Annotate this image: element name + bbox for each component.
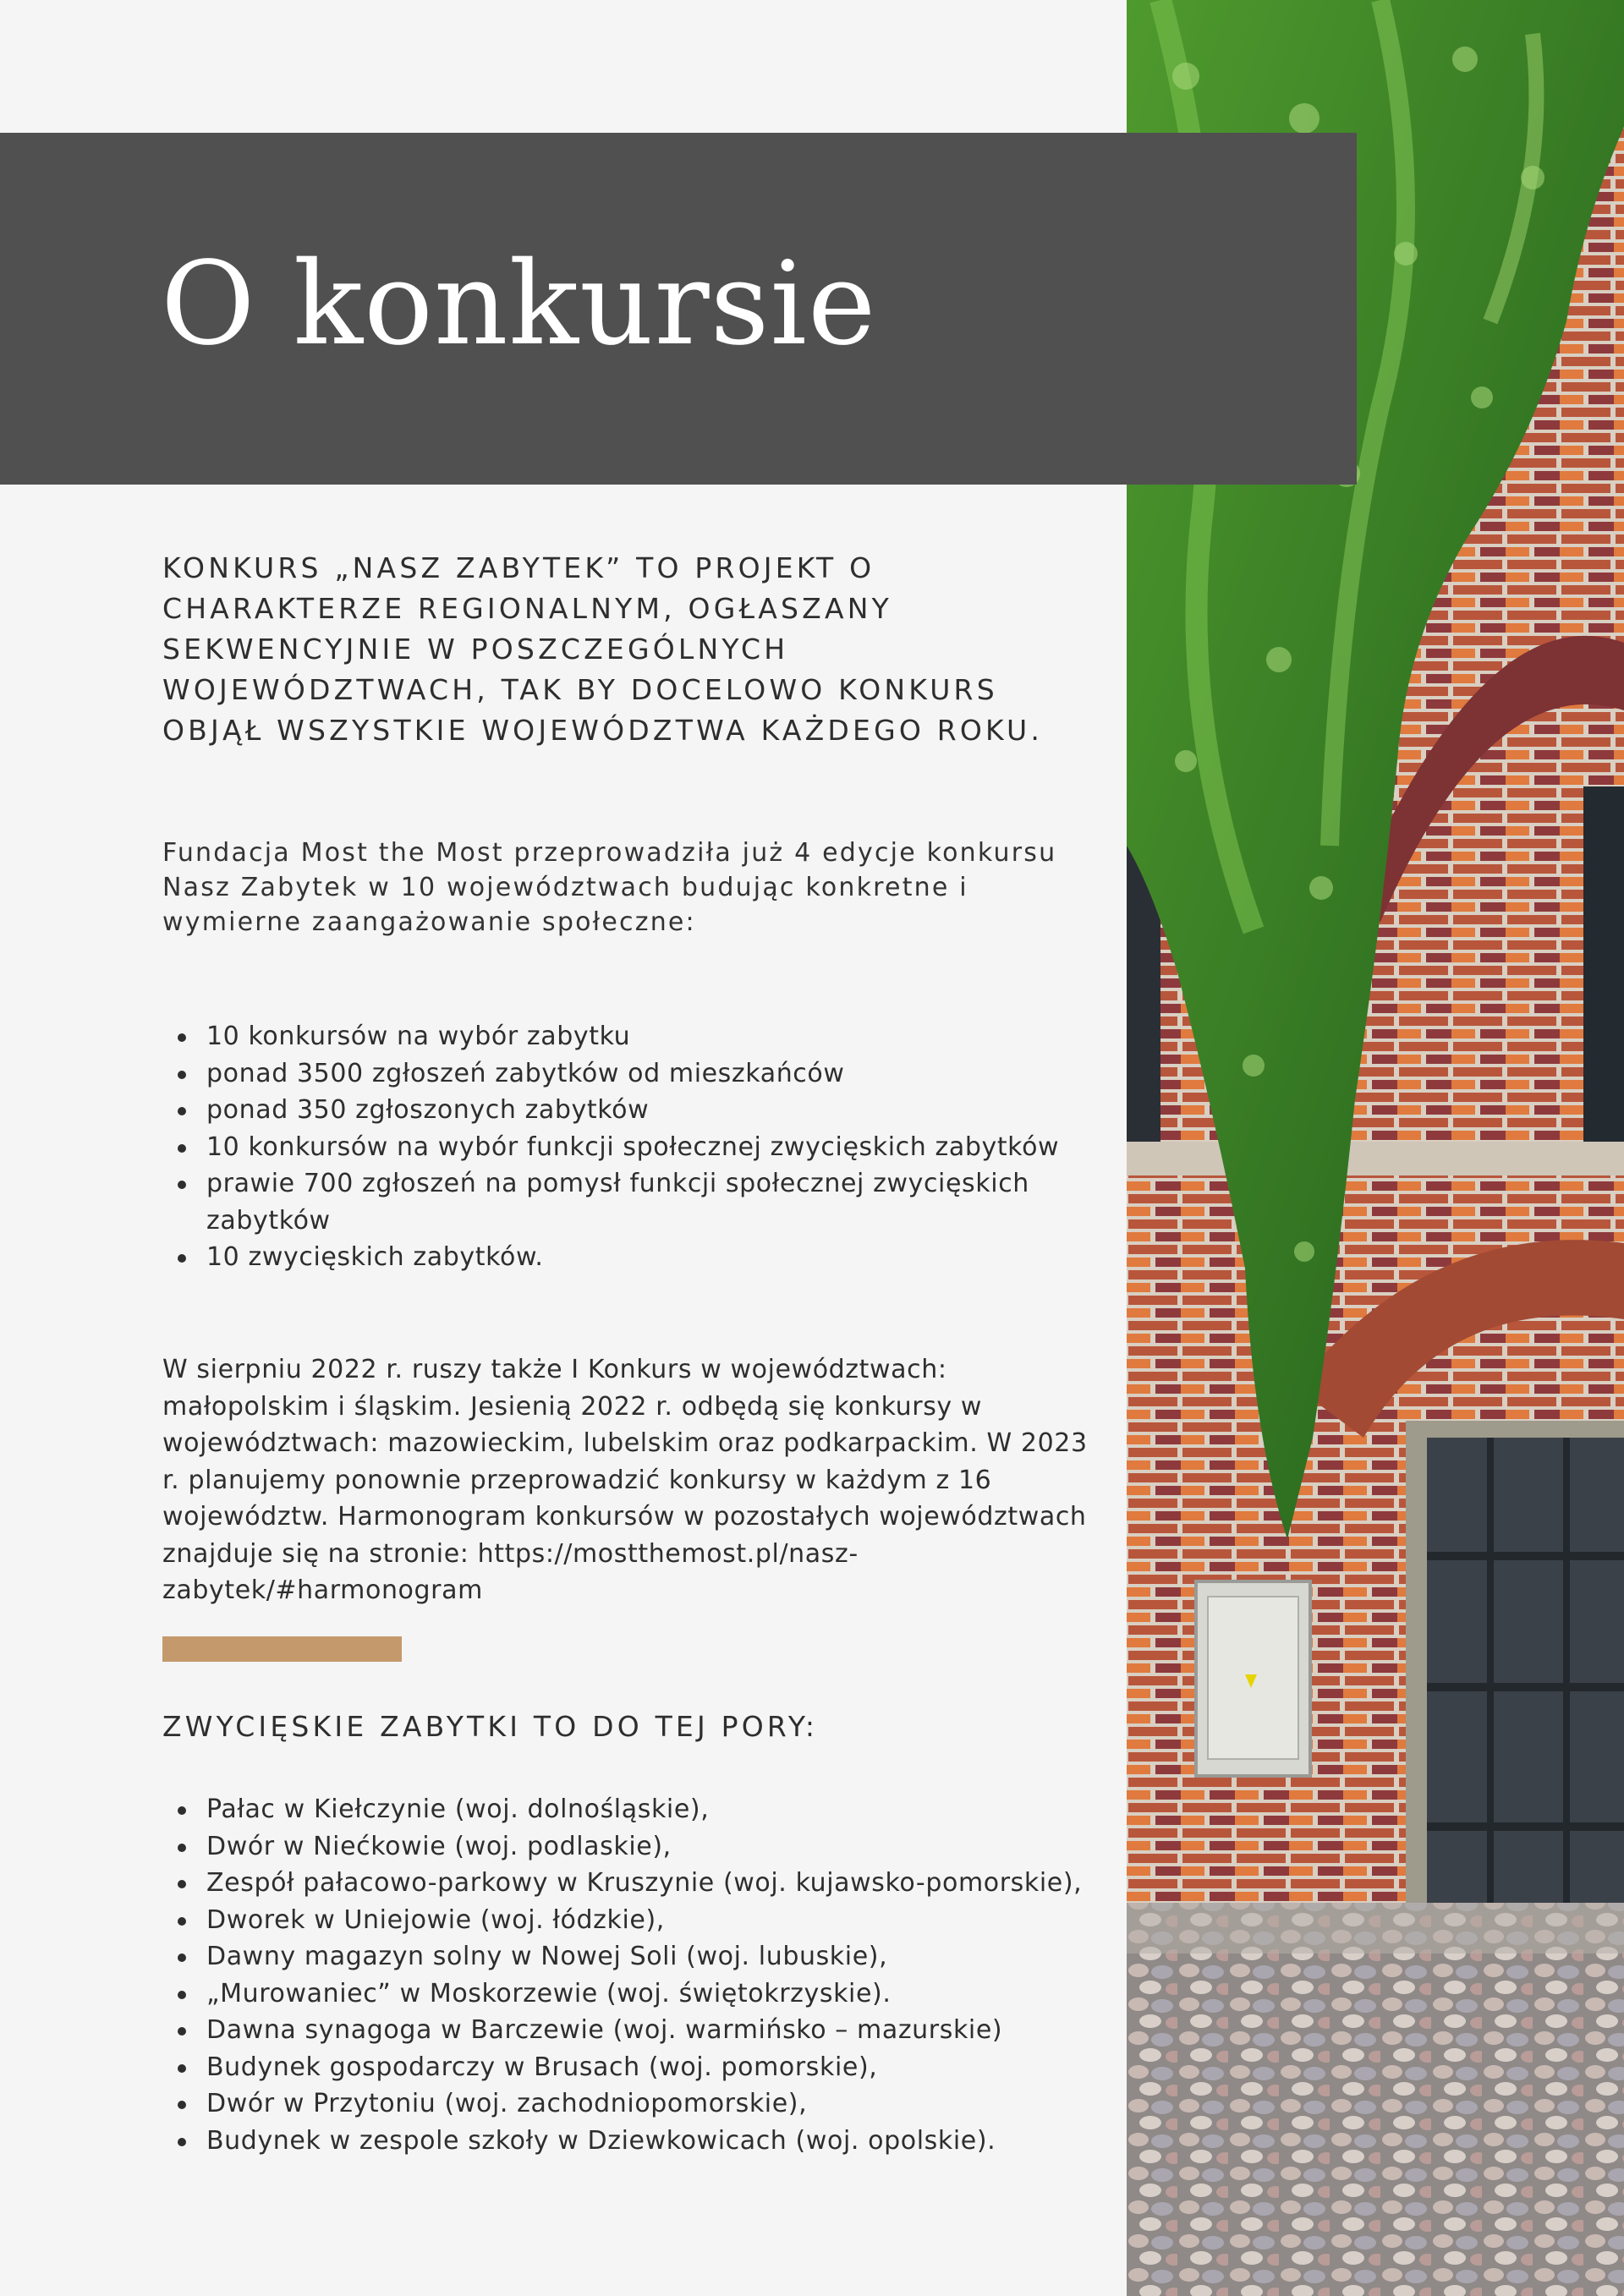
plan-paragraph: W sierpniu 2022 r. ruszy także I Konkurs w województwach: małopolskim i śląskim. Jesienią 2022 r. odbędą się konkursy w województwach: mazowieckim, lubelskim oraz podkarpackim. W 2023 r. planujemy ponownie przeprowadzić konkursy w każdym z 16 województw. Harmonogram konkursów w pozostałych województwach znajduje się na stronie: https://mostthemost.pl/nasz-zabytek/#harmonogram [162, 1355, 1088, 1605]
list-item: Pałac w Kiełczynie (woj. dolnośląskie), [206, 1791, 1154, 1828]
list-item: Dawny magazyn solny w Nowej Soli (woj. lubuskie), [206, 1938, 1154, 1975]
list-item: Dwór w Przytoniu (woj. zachodniopomorskie), [206, 2085, 1154, 2123]
list-item: „Murowaniec” w Moskorzewie (woj. świętokrzyskie). [206, 1975, 1154, 2013]
list-item: Dworek w Uniejowie (woj. łódzkie), [206, 1902, 1154, 1939]
lead-paragraph: KONKURS „NASZ ZABYTEK” TO PROJEKT O CHARAKTERZE REGIONALNYM, OGŁASZANY SEKWENCYJNIE W POSZCZEGÓLNYCH WOJEWÓDZTWACH, TAK BY DOCELOWO KONKURS OBJĄŁ WSZYSTKIE WOJEWÓDZTWA KAŻDEGO ROKU. [162, 551, 1044, 747]
list-item: Budynek gospodarczy w Brusach (woj. pomorskie), [206, 2049, 1154, 2086]
list-item: ponad 350 zgłoszonych zabytków [206, 1092, 1120, 1129]
page-title: O konkursie [161, 238, 877, 371]
list-item: 10 konkursów na wybór funkcji społecznej zwycięskich zabytków [206, 1129, 1120, 1166]
list-item: 10 zwycięskich zabytków. [206, 1239, 1120, 1276]
list-item: Budynek w zespole szkoły w Dziewkowicach (woj. opolskie). [206, 2123, 1154, 2160]
list-item: Zespół pałacowo-parkowy w Kruszynie (woj. kujawsko-pomorskie), [206, 1865, 1154, 1902]
list-item: ponad 3500 zgłoszeń zabytków od mieszkańców [206, 1055, 1120, 1093]
list-item: prawie 700 zgłoszeń na pomysł funkcji społecznej zwycięskich zabytków [206, 1165, 1120, 1239]
winners-heading: ZWYCIĘSKIE ZABYTKI TO DO TEJ PORY: [162, 1710, 819, 1743]
stats-list [162, 1018, 1120, 1276]
list-item: Dawna synagoga w Barczewie (woj. warmińsko – mazurskie) [206, 2012, 1154, 2049]
intro-paragraph: Fundacja Most the Most przeprowadziła już 4 edycje konkursu Nasz Zabytek w 10 województwach budując konkretne i wymierne zaangażowanie społeczne: [162, 838, 1057, 937]
accent-divider [162, 1636, 402, 1662]
list-item: 10 konkursów na wybór zabytku [206, 1018, 1120, 1055]
list-item: Dwór w Niećkowie (woj. podlaskie), [206, 1828, 1154, 1866]
winners-list [162, 1791, 1154, 2159]
